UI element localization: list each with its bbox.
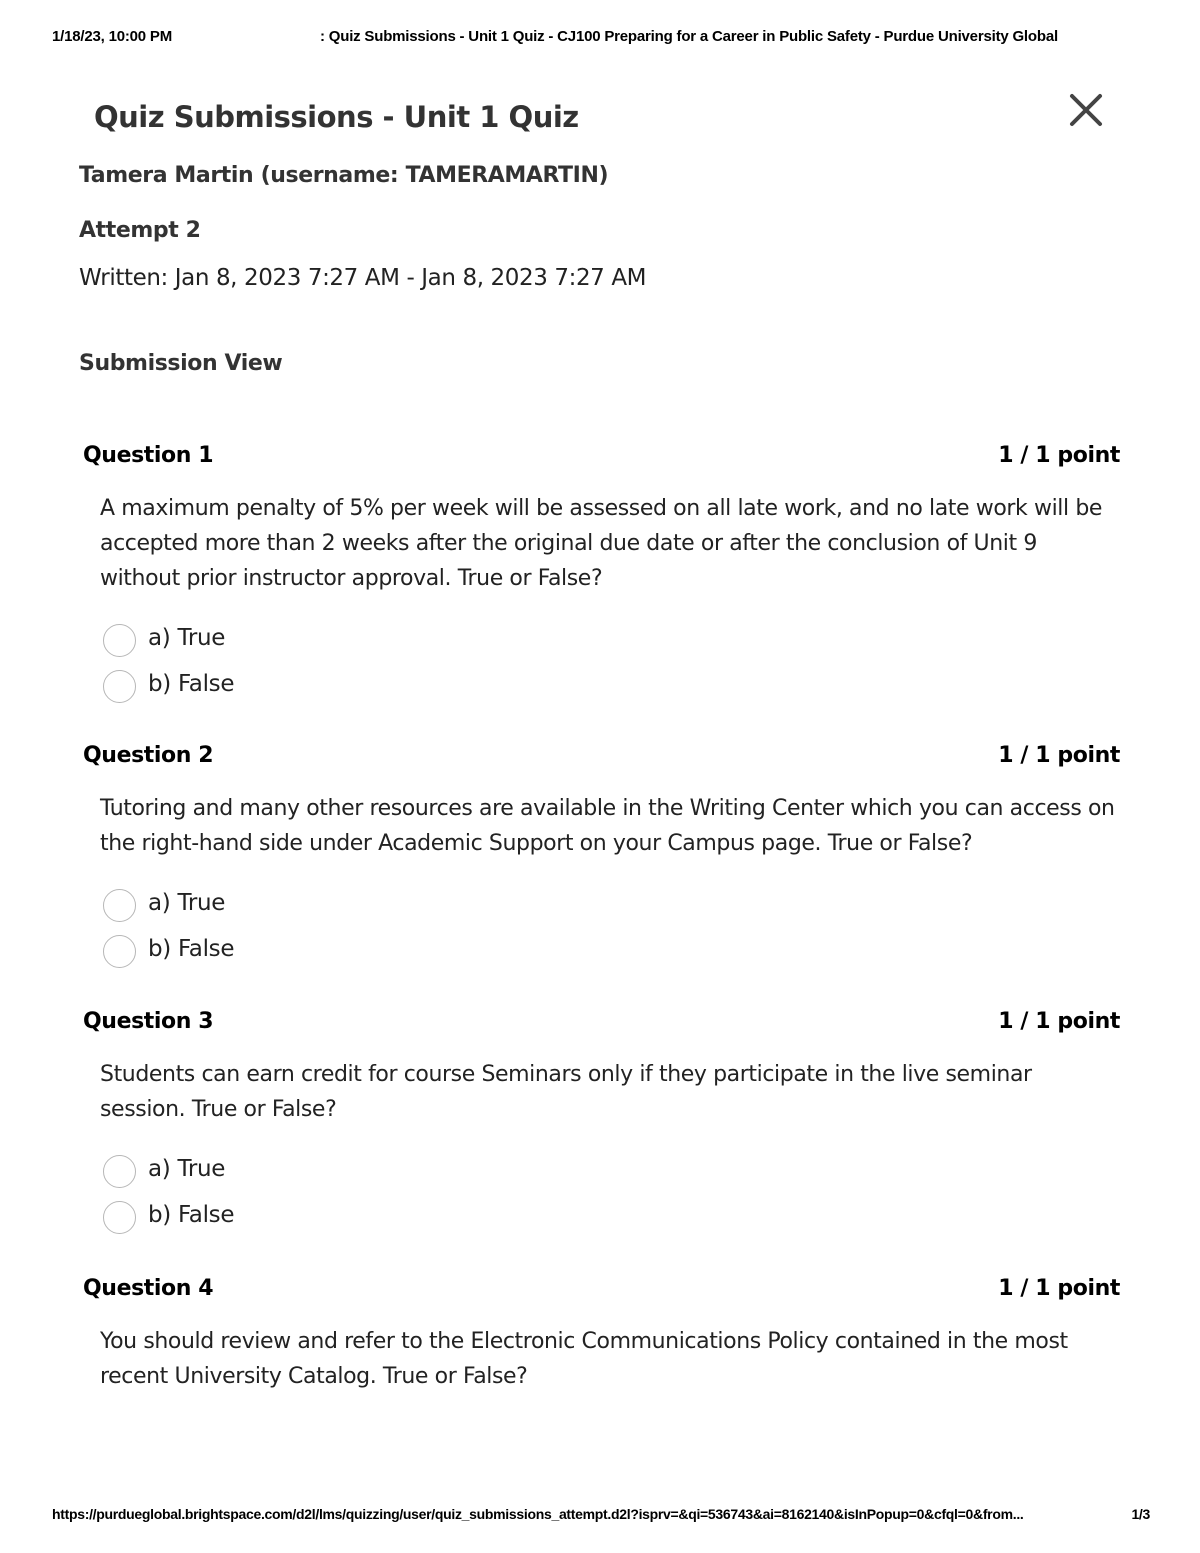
- print-url: https://purdueglobal.brightspace.com/d2l/lms/quizzing/user/quiz_submissions_attempt.d2l?isprv=&qi=536743&ai=8162140&isInPopup=0&cfql=0&from...: [52, 1506, 1024, 1522]
- radio-button[interactable]: [103, 1155, 136, 1188]
- question-points: 1 / 1 point: [998, 1276, 1120, 1301]
- question-points: 1 / 1 point: [998, 443, 1120, 468]
- question-3: [83, 1009, 1120, 1245]
- question-title: Question 2: [83, 743, 214, 768]
- question-text: Students can earn credit for course Seminars only if they participate in the live seminar session. True or False?: [100, 1062, 1032, 1122]
- question-header: [83, 743, 1120, 773]
- answer-option[interactable]: [103, 1153, 1120, 1199]
- user-info: Tamera Martin (username: TAMERAMARTIN): [79, 163, 609, 188]
- answer-option[interactable]: [103, 622, 1120, 668]
- question-header: [83, 443, 1120, 473]
- page-title: Quiz Submissions - Unit 1 Quiz: [94, 100, 579, 134]
- answer-options: [103, 1153, 1120, 1245]
- question-points: 1 / 1 point: [998, 743, 1120, 768]
- page-indicator: 1/3: [1131, 1506, 1150, 1522]
- question-title: Question 1: [83, 443, 214, 468]
- print-datetime: 1/18/23, 10:00 PM: [52, 28, 173, 45]
- question-title: Question 3: [83, 1009, 214, 1034]
- radio-button[interactable]: [103, 624, 136, 657]
- answer-option[interactable]: [103, 1199, 1120, 1245]
- answer-options: [103, 887, 1120, 979]
- print-footer: [52, 1506, 1150, 1528]
- question-title: Question 4: [83, 1276, 214, 1301]
- question-header: [83, 1009, 1120, 1039]
- answer-option[interactable]: [103, 887, 1120, 933]
- submission-view-heading: Submission View: [79, 351, 283, 376]
- question-4: [83, 1276, 1120, 1394]
- answer-label: a) True: [148, 890, 226, 916]
- question-2: [83, 743, 1120, 979]
- radio-button[interactable]: [103, 935, 136, 968]
- answer-label: a) True: [148, 625, 226, 651]
- radio-button[interactable]: [103, 1201, 136, 1234]
- written-timestamp: Written: Jan 8, 2023 7:27 AM - Jan 8, 2023 7:27 AM: [79, 265, 647, 291]
- radio-button[interactable]: [103, 670, 136, 703]
- question-text: A maximum penalty of 5% per week will be assessed on all late work, and no late work will be accepted more than 2 weeks after the original due date or after the conclusion of Unit 9 without prior instructor approval. True or False?: [100, 496, 1103, 591]
- attempt-label: Attempt 2: [79, 218, 201, 243]
- print-header: [52, 28, 1148, 50]
- answer-label: a) True: [148, 1156, 226, 1182]
- print-document-title: : Quiz Submissions - Unit 1 Quiz - CJ100 Preparing for a Career in Public Safety - Purdue University Global: [320, 28, 1058, 45]
- close-button[interactable]: [1066, 90, 1106, 130]
- answer-label: b) False: [148, 936, 235, 962]
- question-text: You should review and refer to the Electronic Communications Policy contained in the most recent University Catalog. True or False?: [100, 1329, 1068, 1389]
- question-points: 1 / 1 point: [998, 1009, 1120, 1034]
- close-icon: [1066, 90, 1106, 130]
- answer-label: b) False: [148, 1202, 235, 1228]
- question-header: [83, 1276, 1120, 1306]
- answer-option[interactable]: [103, 933, 1120, 979]
- answer-options: [103, 622, 1120, 714]
- answer-option[interactable]: [103, 668, 1120, 714]
- radio-button[interactable]: [103, 889, 136, 922]
- answer-label: b) False: [148, 671, 235, 697]
- question-text: Tutoring and many other resources are available in the Writing Center which you can access on the right-hand side under Academic Support on your Campus page. True or False?: [100, 796, 1115, 856]
- question-1: [83, 443, 1120, 714]
